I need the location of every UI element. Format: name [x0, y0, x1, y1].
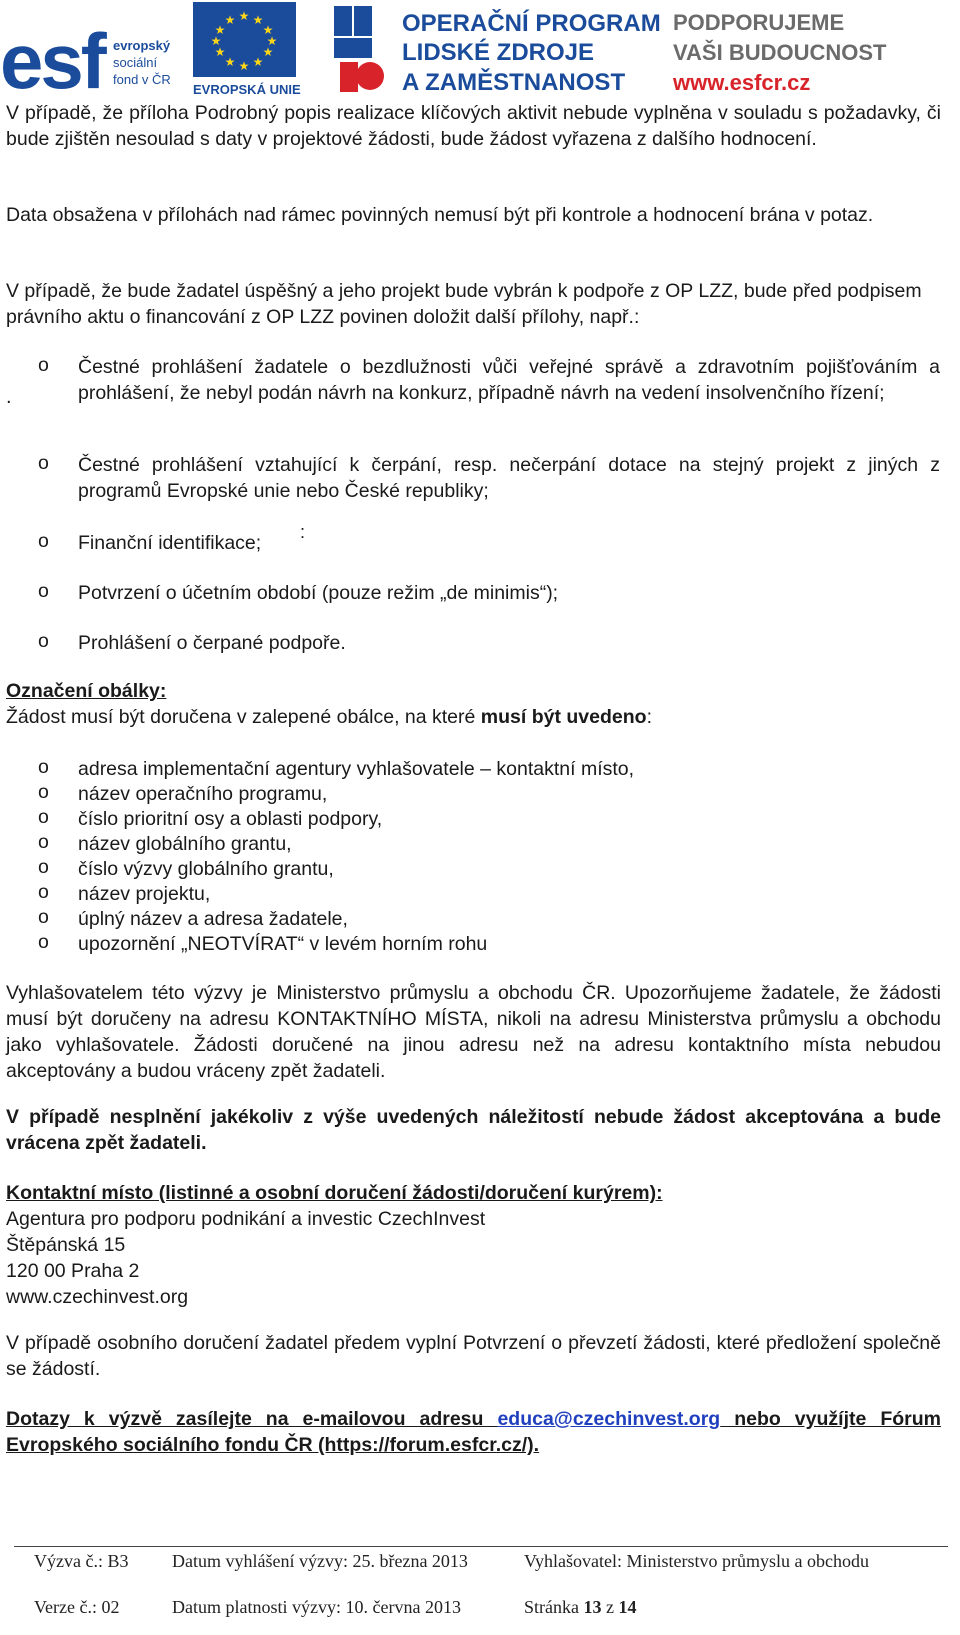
bullet-marker: o [38, 831, 49, 853]
envelope-item: název operačního programu, [78, 783, 328, 805]
op-title-line-3: A ZAMĚSTNANOST [402, 69, 626, 96]
announcement-date-value: 25. března 2013 [352, 1551, 468, 1571]
esf-logo-text: esf [0, 17, 104, 100]
bullet-marker: o [38, 931, 49, 953]
paragraph-successful-applicant: V případě, že bude žadatel úspěšný a jeho projekt bude vybrán k podpoře z OP LZZ, bude před podpisem právního aktu o financování z OP LZZ povinen doložit další přílohy, např.: [6, 280, 922, 328]
envelope-item: číslo prioritní osy a oblasti podpory, [78, 808, 383, 830]
questions-text: Dotazy k výzvě zasílejte na e-mailovou adresu [6, 1408, 498, 1430]
page-footer [14, 1546, 948, 1635]
eu-flag-icon [193, 2, 301, 97]
contact-heading: Kontaktní místo (listinné a osobní doručení žádosti/doručení kurýrem): [6, 1182, 663, 1204]
attachments-list [0, 354, 960, 654]
email-link[interactable]: educa@czechinvest.org [497, 1408, 721, 1430]
esf-caption-2: sociální [113, 55, 158, 70]
attachment-item: Prohlášení o čerpané podpoře. [78, 632, 346, 654]
announcer-value: Ministerstvo průmyslu a obchodu [626, 1551, 869, 1571]
esf-caption-1: evropský [113, 38, 171, 53]
envelope-heading: Označení obálky: [6, 680, 167, 702]
page-label: Stránka [524, 1597, 579, 1617]
attachment-item: Čestné prohlášení žadatele o bezdlužnosti vůči veřejné správě a zdravotním pojišťováním a prohlášení, že nebyl podán návrh na konkurz, případně návrh na vedení insolvenčního řízení; [78, 356, 940, 404]
stray-dot: . [6, 386, 12, 408]
bullet-marker: o [38, 806, 49, 828]
contact-line: 120 00 Praha 2 [6, 1260, 140, 1282]
page-number: 13 [583, 1597, 602, 1617]
svg-text:★: ★ [252, 55, 264, 69]
footer-row-1 [34, 1551, 869, 1572]
contact-line: Agentura pro podporu podnikání a investic CzechInvest [6, 1208, 486, 1230]
bullet-marker: o [38, 452, 49, 474]
page-total: 14 [618, 1597, 637, 1617]
questions-forum-text: nebo využíjte Fórum Evropského sociálního fondu ČR (https://forum.esfcr.cz/). [6, 1408, 941, 1456]
bullet-marker: o [38, 756, 49, 778]
envelope-intro-end: : [646, 706, 652, 728]
envelope-item: název projektu, [78, 883, 211, 905]
esfcr-url: www.esfcr.cz [673, 70, 811, 95]
svg-text:★: ★ [266, 34, 278, 48]
paragraph-announcer: Vyhlašovatelem této výzvy je Ministerstvo průmyslu a obchodu ČR. Upozorňujeme žadatele, že žádosti musí být doručeny na adresu KONTAKTNÍHO MÍSTA, nikoli na adresu Ministerstva průmyslu a obchodu jako vyhlašovatele. Žádosti doručené na jinou adresu než na adresu kontaktního místa nebudou akceptovány a budou vráceny zpět žadateli. [6, 982, 941, 1082]
paragraph-questions [6, 1406, 941, 1458]
attachment-item: Potvrzení o účetním období (pouze režim „de minimis“); [78, 582, 559, 604]
svg-text:★: ★ [224, 55, 236, 69]
call-number-value: B3 [107, 1551, 129, 1571]
attachment-item: Čestné prohlášení vztahující k čerpání, resp. nečerpání dotace na stejný projekt z jiných z programů Evropské unie nebo České republiky; [78, 454, 940, 502]
bullet-marker: o [38, 354, 49, 376]
bullet-marker: o [38, 530, 49, 552]
svg-text:★: ★ [224, 13, 236, 27]
envelope-intro [6, 704, 941, 730]
envelope-item: název globálního grantu, [78, 833, 292, 855]
svg-text:★: ★ [252, 13, 264, 27]
envelope-item: číslo výzvy globálního grantu, [78, 858, 334, 880]
svg-text:★: ★ [238, 59, 250, 73]
page-of-label: z [605, 1597, 614, 1617]
bullet-marker: o [38, 630, 49, 652]
op-title-line-1: OPERAČNÍ PROGRAM [402, 10, 661, 37]
announcement-date-label: Datum vyhlášení výzvy: [172, 1551, 348, 1571]
eu-caption: EVROPSKÁ UNIE [193, 82, 301, 97]
version-label: Verze č.: [34, 1597, 97, 1617]
call-number-label: Výzva č.: [34, 1551, 103, 1571]
paragraph-extra-data: Data obsažena v přílohách nad rámec povinných nemusí být při kontrole a hodnocení brána v potaz. [6, 204, 874, 226]
validity-date-label: Datum platnosti výzvy: [172, 1597, 341, 1617]
paragraph-rejection: V případě, že příloha Podrobný popis realizace klíčových aktivit nebude vyplněna v souladu s požadavky, či bude zjištěn nesoulad s daty v projektové žádosti, bude žádost vyřazena z dalšího hodnocení. [6, 102, 941, 150]
version-value: 02 [101, 1597, 120, 1617]
op-title-line-2: LIDSKÉ ZDROJE [402, 39, 595, 66]
bullet-marker: o [38, 856, 49, 878]
svg-text:★: ★ [214, 45, 226, 59]
attachment-item: Finanční identifikace; [78, 532, 262, 554]
footer-row-2 [34, 1597, 636, 1618]
envelope-intro-text: Žádost musí být doručena v zalepené obálce, na které [6, 706, 481, 728]
slogan-line-2: VAŠI BUDOUCNOST [673, 40, 887, 65]
bullet-marker: o [38, 580, 49, 602]
stray-colon: : [300, 522, 306, 542]
contact-line: Štěpánská 15 [6, 1234, 126, 1256]
svg-text:★: ★ [238, 9, 250, 23]
svg-text:★: ★ [210, 34, 222, 48]
logo-strip [0, 0, 960, 100]
envelope-intro-bold: musí být uvedeno [480, 706, 647, 728]
envelope-item: upozornění „NEOTVÍRAT“ v levém horním rohu [78, 933, 488, 955]
svg-text:★: ★ [262, 23, 274, 37]
svg-text:★: ★ [214, 23, 226, 37]
validity-date-value: 10. června 2013 [345, 1597, 461, 1617]
svg-text:★: ★ [262, 45, 274, 59]
bullet-marker: o [38, 906, 49, 928]
envelope-item: adresa implementační agentury vyhlašovatele – kontaktní místo, [78, 758, 635, 780]
esf-caption-3: fond v ČR [113, 72, 171, 87]
paragraph-personal-delivery: V případě osobního doručení žadatel předem vyplní Potvrzení o převzetí žádosti, které předložení společně se žádostí. [6, 1332, 941, 1380]
paragraph-non-compliance: V případě nesplnění jakékoliv z výše uvedených náležitostí nebude žádost akceptována a bude vrácena zpět žadateli. [6, 1106, 941, 1154]
announcer-label: Vyhlašovatel: [524, 1551, 622, 1571]
envelope-item: úplný název a adresa žadatele, [78, 908, 348, 930]
slogan-line-1: PODPORUJEME [673, 10, 845, 35]
esf-logo [0, 17, 171, 100]
contact-website: www.czechinvest.org [6, 1286, 189, 1308]
envelope-items-list [0, 756, 960, 966]
header-logos [0, 0, 960, 100]
op-lzz-emblem-icon [334, 6, 384, 92]
bullet-marker: o [38, 781, 49, 803]
bullet-marker: o [38, 881, 49, 903]
